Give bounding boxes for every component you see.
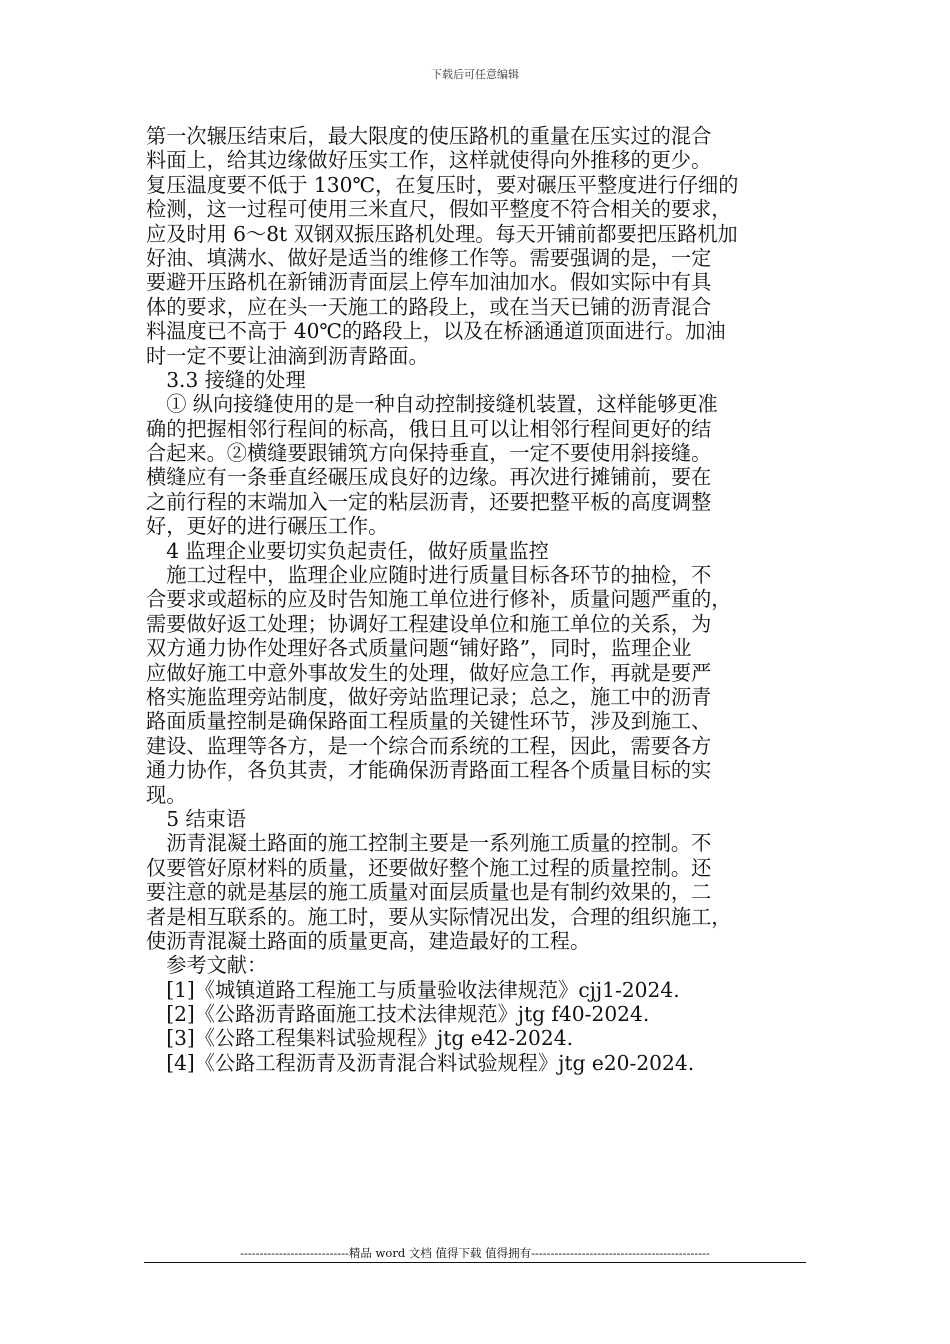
text-line: 需要做好返工处理；协调好工程建设单位和施工单位的关系，为	[146, 611, 712, 636]
text-line: 使沥青混凝土路面的质量更高，建造最好的工程。	[146, 928, 591, 953]
text-line: 确的把握相邻行程间的标高，俄日且可以让相邻行程间更好的结	[146, 416, 712, 441]
reference-item: [4]《公路工程沥青及沥青混合料试验规程》jtg e20-2024.	[146, 1050, 695, 1075]
body-text	[146, 124, 806, 1075]
text-line: 仅要管好原材料的质量，还要做好整个施工过程的质量控制。还	[146, 855, 712, 880]
reference-item: [1]《城镇道路工程施工与质量验收法律规范》cjj1-2024.	[146, 977, 680, 1002]
footer-note: ----------------------------精品 word 文档 值得下载 值得拥有----------------------------------------------	[240, 1246, 710, 1260]
text-line: 合要求或超标的应及时告知施工单位进行修补，质量问题严重的，	[146, 587, 732, 612]
text-line: 双方通力协作处理好各式质量问题“铺好路”，同时，监理企业	[146, 636, 692, 661]
section-heading: 5 结束语	[146, 806, 247, 831]
header-note: 下载后可任意编辑	[431, 68, 519, 81]
text-line: 体的要求，应在头一天施工的路段上，或在当天已铺的沥青混合	[146, 294, 712, 319]
text-line: 建设、监理等各方，是一个综合而系统的工程，因此，需要各方	[146, 733, 712, 758]
text-line: 第一次辗压结束后，最大限度的使压路机的重量在压实过的混合	[146, 124, 712, 148]
text-line: 路面质量控制是确保路面工程质量的关键性环节，涉及到施工、	[146, 709, 712, 734]
text-line: 之前行程的末端加入一定的粘层沥青，还要把整平板的高度调整	[146, 489, 712, 514]
section-heading: 3.3 接缝的处理	[146, 367, 306, 392]
text-line: 格实施监理旁站制度，做好旁站监理记录；总之，施工中的沥青	[146, 684, 712, 709]
text-line: 应做好施工中意外事故发生的处理，做好应急工作，再就是要严	[146, 660, 712, 685]
text-line: 料面上，给其边缘做好压实工作，这样就使得向外推移的更少。	[146, 148, 712, 173]
reference-item: [2]《公路沥青路面施工技术法律规范》jtg f40-2024.	[146, 1002, 650, 1027]
text-line: 施工过程中，监理企业应随时进行质量目标各环节的抽检，不	[146, 563, 712, 588]
text-line: 时一定不要让油滴到沥青路面。	[146, 343, 429, 368]
text-line: 沥青混凝土路面的施工控制主要是一系列施工质量的控制。不	[146, 831, 712, 856]
text-line: 应及时用 6～8t 双钢双振压路机处理。每天开铺前都要把压路机加	[146, 221, 738, 246]
reference-item: [3]《公路工程集料试验规程》jtg e42-2024.	[146, 1026, 573, 1051]
text-line: 料温度已不高于 40℃的路段上，以及在桥涵通道顶面进行。加油	[146, 319, 726, 344]
text-line: 要避开压路机在新铺沥青面层上停车加油加水。假如实际中有具	[146, 270, 712, 295]
text-line: 者是相互联系的。施工时，要从实际情况出发，合理的组织施工，	[146, 904, 732, 929]
text-line: 好，更好的进行碾压工作。	[146, 514, 389, 539]
text-line: 横缝应有一条垂直经碾压成良好的边缘。再次进行摊铺前，要在	[146, 465, 712, 490]
text-line: 合起来。②横缝要跟铺筑方向保持垂直，一定不要使用斜接缝。	[146, 441, 712, 466]
text-line: 现。	[146, 782, 187, 807]
footer-rule	[144, 1262, 806, 1263]
text-line: 好油、填满水、做好是适当的维修工作等。需要强调的是，一定	[146, 245, 712, 270]
text-line: 检测，这一过程可使用三米直尺，假如平整度不符合相关的要求，	[146, 197, 732, 222]
text-line: 通力协作，各负其责，才能确保沥青路面工程各个质量目标的实	[146, 758, 712, 783]
text-line: 要注意的就是基层的施工质量对面层质量也是有制约效果的，二	[146, 880, 712, 905]
text-line: 复压温度要不低于 130℃，在复压时，要对碾压平整度进行仔细的	[146, 172, 739, 197]
section-heading: 4 监理企业要切实负起责任，做好质量监控	[146, 538, 549, 563]
references-heading: 参考文献：	[146, 953, 268, 978]
text-line: ① 纵向接缝使用的是一种自动控制接缝机装置，这样能够更准	[146, 392, 718, 417]
